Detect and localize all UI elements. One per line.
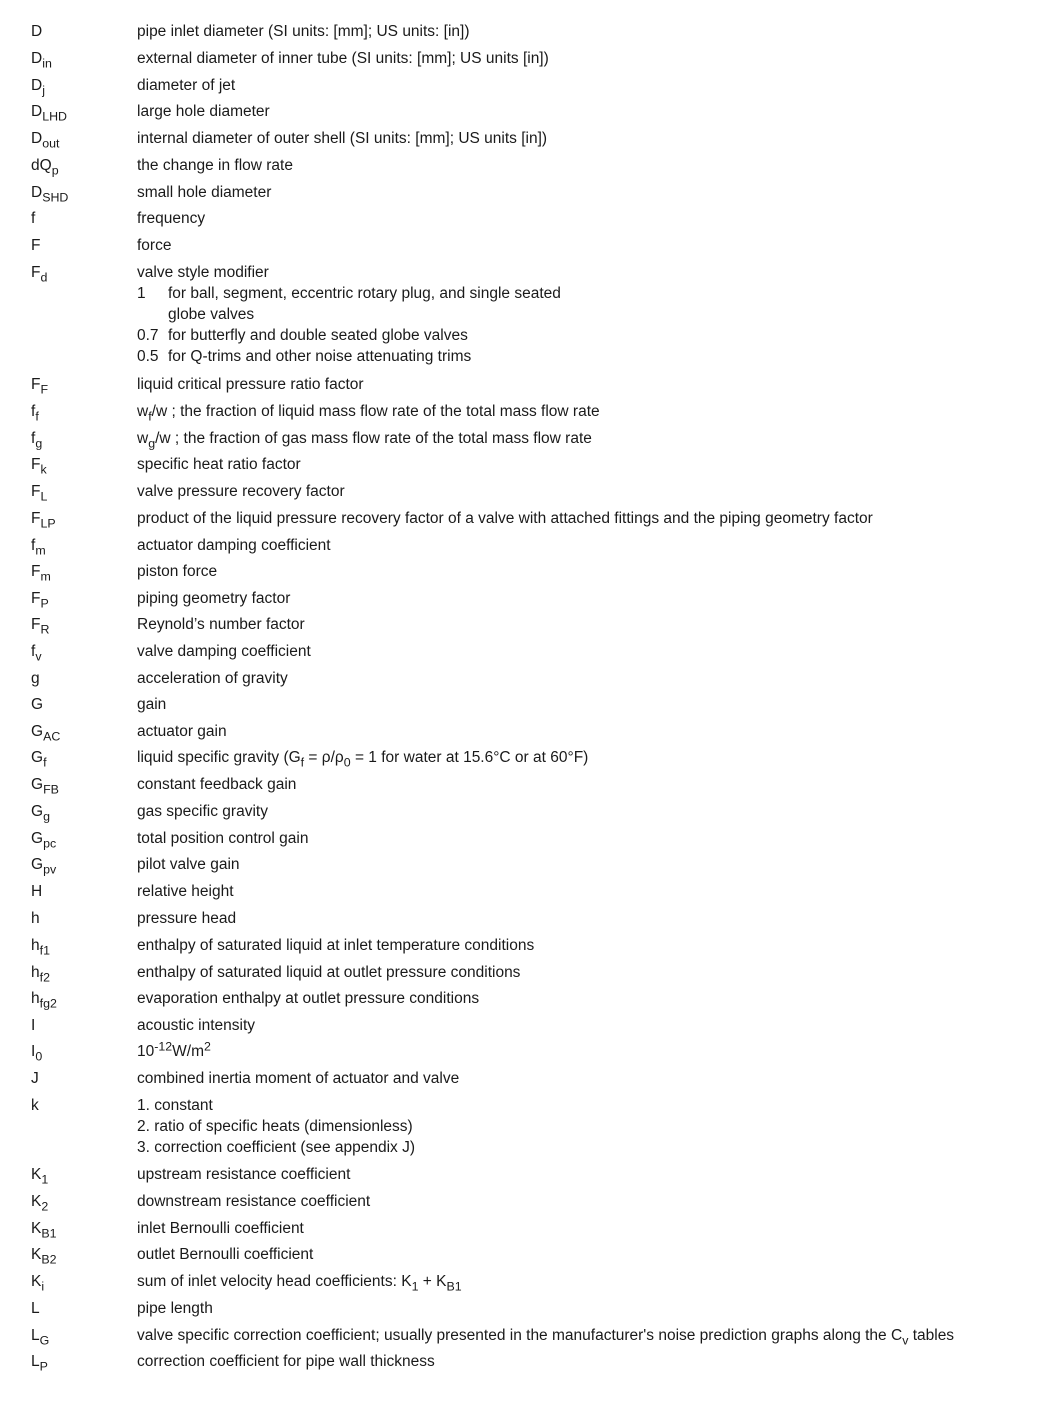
symbol xyxy=(31,21,42,42)
symbol xyxy=(31,774,59,795)
definition-line xyxy=(137,1298,1027,1319)
text-run: actuator gain xyxy=(137,723,227,740)
symbol xyxy=(31,262,47,283)
symbol xyxy=(31,935,50,956)
subscript: 1 xyxy=(41,1172,49,1187)
text-run: valve damping coefficient xyxy=(137,643,311,660)
symbol xyxy=(31,614,49,635)
text-run: G xyxy=(31,696,44,713)
subscript: 0 xyxy=(343,755,351,770)
text-run: diameter of jet xyxy=(137,77,236,94)
definition-line xyxy=(137,668,1027,689)
definition xyxy=(137,1271,1027,1292)
text-run: D xyxy=(31,103,43,120)
symbol xyxy=(31,641,42,662)
symbol xyxy=(31,828,56,849)
subscript: g xyxy=(148,436,156,451)
text-run: G xyxy=(31,723,44,740)
text-run: g xyxy=(31,670,40,687)
subscript: pv xyxy=(43,862,57,877)
definition-line xyxy=(137,988,1027,1009)
definition xyxy=(137,1298,1027,1319)
symbol xyxy=(31,694,43,715)
definition xyxy=(137,481,1027,502)
definition-line xyxy=(137,1351,1027,1372)
text-run: F xyxy=(31,376,41,393)
text-run: evaporation enthalpy at outlet pressure conditions xyxy=(137,990,480,1007)
text-run: I xyxy=(31,1043,36,1060)
definition-line xyxy=(137,1015,1027,1036)
definition xyxy=(137,801,1027,822)
text-run: relative height xyxy=(137,883,234,900)
symbol xyxy=(31,1191,48,1212)
text-run: piping geometry factor xyxy=(137,590,291,607)
symbol xyxy=(31,1298,40,1319)
symbol xyxy=(31,401,39,422)
subscript: F xyxy=(40,382,49,397)
definition-line xyxy=(137,908,1027,929)
text-run: upstream resistance coefficient xyxy=(137,1166,351,1183)
subscript: P xyxy=(39,1359,48,1374)
definition xyxy=(137,374,1027,395)
subscript: 2 xyxy=(41,1199,49,1214)
definition-line xyxy=(137,235,1027,256)
text-run: enthalpy of saturated liquid at inlet temperature conditions xyxy=(137,937,535,954)
text-run: G xyxy=(31,749,44,766)
text-run: external diameter of inner tube (SI units: [mm]; US units [in]) xyxy=(137,50,549,67)
subscript: p xyxy=(51,163,59,178)
definition-line xyxy=(137,881,1027,902)
text-run: h xyxy=(31,910,40,927)
symbol xyxy=(31,908,40,929)
definition xyxy=(137,828,1027,849)
definition xyxy=(137,182,1027,203)
symbol xyxy=(31,1068,39,1089)
symbol xyxy=(31,668,40,689)
symbol xyxy=(31,721,60,742)
text-run: F xyxy=(31,563,41,580)
text-run: gain xyxy=(137,696,167,713)
definition xyxy=(137,694,1027,715)
text-run: 10 xyxy=(137,1043,155,1060)
definition-line xyxy=(137,561,1027,582)
definition xyxy=(137,747,1027,768)
symbol xyxy=(31,588,49,609)
subscript: m xyxy=(40,569,51,584)
symbol xyxy=(31,155,59,176)
definition-line xyxy=(137,75,1027,96)
text-run: w xyxy=(137,403,149,420)
text-run: valve specific correction coefficient; usually presented in the manufacturer's noise prediction graphs along the C xyxy=(137,1327,903,1344)
text-run: combined inertia moment of actuator and valve xyxy=(137,1070,460,1087)
subscript: v xyxy=(902,1333,909,1348)
definition xyxy=(137,1041,1027,1062)
definition-line xyxy=(137,721,1027,742)
definition-line xyxy=(137,1218,1027,1239)
definition-line xyxy=(137,641,1027,662)
text-run: 1. constant xyxy=(137,1097,213,1114)
subscript: 1 xyxy=(411,1279,419,1294)
definition-line xyxy=(137,1068,1027,1089)
symbol xyxy=(31,128,59,149)
text-run: F xyxy=(31,483,41,500)
text-run: f xyxy=(31,643,36,660)
text-run: downstream resistance coefficient xyxy=(137,1193,371,1210)
definition xyxy=(137,881,1027,902)
definition-line xyxy=(137,182,1027,203)
text-run: L xyxy=(31,1327,40,1344)
definition xyxy=(137,101,1027,122)
text-run: /w ; the fraction of gas mass flow rate of the total mass flow rate xyxy=(155,430,592,447)
definition-line xyxy=(137,48,1027,69)
symbol xyxy=(31,1164,48,1185)
subscript: FB xyxy=(43,782,59,797)
definition-line xyxy=(137,401,1027,422)
definition-line xyxy=(137,208,1027,229)
symbol xyxy=(31,374,48,395)
text-run: force xyxy=(137,237,172,254)
symbol xyxy=(31,1041,42,1062)
text-run: actuator damping coefficient xyxy=(137,537,331,554)
definition xyxy=(137,75,1027,96)
subscript: LP xyxy=(40,516,56,531)
text-run: f xyxy=(31,210,36,227)
definition xyxy=(137,1015,1027,1036)
text-run: D xyxy=(31,184,43,201)
text-run: h xyxy=(31,990,40,1007)
subscript: f xyxy=(43,755,47,770)
definition xyxy=(137,208,1027,229)
symbol xyxy=(31,854,56,875)
text-run: I xyxy=(31,1017,36,1034)
definition xyxy=(137,1191,1027,1212)
text-run: inlet Bernoulli coefficient xyxy=(137,1220,304,1237)
definition xyxy=(137,588,1027,609)
list-item-number: 1 xyxy=(137,285,146,302)
text-run: f xyxy=(31,430,36,447)
text-run: internal diameter of outer shell (SI units: [mm]; US units [in]) xyxy=(137,130,548,147)
definition xyxy=(137,774,1027,795)
text-run: = 1 for water at 15.6°C or at 60°F) xyxy=(350,749,589,766)
definition-line xyxy=(137,535,1027,556)
text-run: large hole diameter xyxy=(137,103,270,120)
symbol xyxy=(31,1095,39,1116)
symbol xyxy=(31,182,68,203)
symbol xyxy=(31,208,35,229)
definition-line: 2. ratio of specific heats (dimensionless) xyxy=(137,1118,413,1135)
definition-line xyxy=(137,694,1027,715)
definition-list-item xyxy=(137,304,1027,325)
definition xyxy=(137,48,1027,69)
subscript: out xyxy=(42,136,60,151)
definition xyxy=(137,21,1027,42)
definition-line xyxy=(137,1095,1027,1116)
superscript: 2 xyxy=(204,1039,211,1054)
text-run: the change in flow rate xyxy=(137,157,293,174)
symbol xyxy=(31,881,42,902)
symbol xyxy=(31,962,50,983)
definition-line xyxy=(137,21,1027,42)
symbol xyxy=(31,508,56,529)
symbol xyxy=(31,235,40,256)
symbol xyxy=(31,801,50,822)
text-run: D xyxy=(31,130,43,147)
definition xyxy=(137,614,1027,635)
definition-line: 3. correction coefficient (see appendix J) xyxy=(137,1139,416,1156)
definition-line xyxy=(137,962,1027,983)
definition-line xyxy=(137,1041,1027,1062)
text-run: valve pressure recovery factor xyxy=(137,483,345,500)
definition-line xyxy=(137,801,1027,822)
text-run: total position control gain xyxy=(137,830,309,847)
text-run: h xyxy=(31,964,40,981)
text-run: G xyxy=(31,830,44,847)
text-run: frequency xyxy=(137,210,206,227)
text-run: G xyxy=(31,803,44,820)
definition-line xyxy=(137,428,1027,449)
definition-line xyxy=(137,854,1027,875)
text-run: pipe inlet diameter (SI units: [mm]; US units: [in]) xyxy=(137,23,470,40)
text-run: f xyxy=(31,537,36,554)
definition xyxy=(137,641,1027,662)
list-item-text: for butterfly and double seated globe valves xyxy=(168,327,468,344)
subscript: j xyxy=(42,83,45,98)
subscript: L xyxy=(40,489,48,504)
text-run: liquid specific gravity (G xyxy=(137,749,301,766)
definition xyxy=(137,1164,1027,1185)
subscript: LHD xyxy=(42,109,67,124)
text-run: F xyxy=(31,616,41,633)
definition xyxy=(137,1218,1027,1239)
subscript: G xyxy=(39,1333,50,1348)
text-run: gas specific gravity xyxy=(137,803,268,820)
symbol xyxy=(31,561,51,582)
text-run: correction coefficient for pipe wall thickness xyxy=(137,1353,435,1370)
definition-line xyxy=(137,935,1027,956)
definition xyxy=(137,854,1027,875)
text-run: specific heat ratio factor xyxy=(137,456,301,473)
text-run: acceleration of gravity xyxy=(137,670,288,687)
text-run: h xyxy=(31,937,40,954)
definition-list-item xyxy=(137,346,1027,367)
definition-list-item xyxy=(137,325,1027,346)
definition xyxy=(137,508,1027,529)
subscript: v xyxy=(35,649,42,664)
definition-line xyxy=(137,747,1027,768)
definition xyxy=(137,262,1027,367)
text-run: L xyxy=(31,1300,40,1317)
subscript: f1 xyxy=(39,943,50,958)
symbol xyxy=(31,1271,44,1292)
definition-line xyxy=(137,128,1027,149)
list-item-number: 0.5 xyxy=(137,348,159,365)
text-run: valve style modifier xyxy=(137,264,269,281)
symbol xyxy=(31,454,47,475)
subscript: B1 xyxy=(41,1226,57,1241)
definition xyxy=(137,155,1027,176)
text-run: pilot valve gain xyxy=(137,856,240,873)
definition-line xyxy=(137,374,1027,395)
text-run: enthalpy of saturated liquid at outlet pressure conditions xyxy=(137,964,521,981)
text-run: pressure head xyxy=(137,910,237,927)
definition xyxy=(137,1095,1027,1158)
definition-list-item xyxy=(137,283,1027,304)
text-run: F xyxy=(31,456,41,473)
definition xyxy=(137,535,1027,556)
definition-line xyxy=(137,774,1027,795)
text-run: H xyxy=(31,883,43,900)
definition-line xyxy=(137,1325,1027,1346)
list-item-text: for Q-trims and other noise attenuating trims xyxy=(168,348,472,365)
subscript: B1 xyxy=(446,1279,462,1294)
symbol xyxy=(31,747,47,768)
definition xyxy=(137,428,1027,449)
text-run: sum of inlet velocity head coefficients: K xyxy=(137,1273,412,1290)
text-run: W/m xyxy=(172,1043,205,1060)
definition xyxy=(137,128,1027,149)
text-run: J xyxy=(31,1070,39,1087)
subscript: g xyxy=(35,436,43,451)
superscript: -12 xyxy=(154,1039,173,1054)
definition xyxy=(137,561,1027,582)
text-run: D xyxy=(31,77,43,94)
definition-line xyxy=(137,1191,1027,1212)
definition-line xyxy=(137,588,1027,609)
text-run: D xyxy=(31,50,43,67)
text-run: D xyxy=(31,23,43,40)
symbol xyxy=(31,1325,49,1346)
subscript: B2 xyxy=(41,1252,57,1267)
subscript: i xyxy=(41,1279,45,1294)
text-run: product of the liquid pressure recovery factor of a valve with attached fittings and the piping geometry factor xyxy=(137,510,873,527)
text-run: /w ; the fraction of liquid mass flow rate of the total mass flow rate xyxy=(151,403,600,420)
text-run: = ρ/ρ xyxy=(304,749,344,766)
symbol xyxy=(31,48,52,69)
text-run: pipe length xyxy=(137,1300,213,1317)
definition xyxy=(137,401,1027,422)
definition xyxy=(137,988,1027,1009)
definition xyxy=(137,235,1027,256)
list-item-text: for ball, segment, eccentric rotary plug, and single seated xyxy=(168,285,561,302)
definition-line xyxy=(137,155,1027,176)
definition-line xyxy=(137,614,1027,635)
definition-line xyxy=(137,101,1027,122)
subscript: f2 xyxy=(39,970,50,985)
text-run: tables xyxy=(908,1327,955,1344)
symbol xyxy=(31,1218,57,1239)
definition xyxy=(137,668,1027,689)
symbol xyxy=(31,75,45,96)
symbol xyxy=(31,428,42,449)
definition-line xyxy=(137,508,1027,529)
subscript: f xyxy=(35,409,39,424)
definition-line xyxy=(137,1244,1027,1265)
definition-line xyxy=(137,262,1027,283)
text-run: small hole diameter xyxy=(137,184,272,201)
list-item-number: 0.7 xyxy=(137,327,159,344)
subscript: 0 xyxy=(35,1049,43,1064)
symbol xyxy=(31,988,57,1009)
text-run: L xyxy=(31,1353,40,1370)
text-run: dQ xyxy=(31,157,52,174)
symbol xyxy=(31,1015,35,1036)
text-run: G xyxy=(31,776,44,793)
list-item-text: globe valves xyxy=(168,306,255,323)
text-run: w xyxy=(137,430,149,447)
definition xyxy=(137,908,1027,929)
text-run: K xyxy=(31,1246,42,1263)
definition-line xyxy=(137,1271,1027,1292)
text-run: F xyxy=(31,237,41,254)
symbol xyxy=(31,1351,48,1372)
text-run: K xyxy=(31,1273,42,1290)
text-run: F xyxy=(31,264,41,281)
definition-line xyxy=(137,828,1027,849)
definition xyxy=(137,1351,1027,1372)
subscript: f xyxy=(300,755,305,770)
definition-line xyxy=(137,454,1027,475)
definition-line xyxy=(137,1164,1027,1185)
subscript: R xyxy=(40,622,50,637)
text-run: K xyxy=(31,1193,42,1210)
definition xyxy=(137,721,1027,742)
text-run: k xyxy=(31,1097,39,1114)
text-run: + K xyxy=(418,1273,447,1290)
subscript: m xyxy=(35,543,46,558)
subscript: pc xyxy=(43,836,57,851)
text-run: f xyxy=(31,403,36,420)
definition xyxy=(137,1244,1027,1265)
subscript: g xyxy=(43,809,50,824)
text-run: Reynold’s number factor xyxy=(137,616,305,633)
text-run: K xyxy=(31,1220,42,1237)
text-run: G xyxy=(31,856,44,873)
symbol xyxy=(31,481,47,502)
text-run: F xyxy=(31,510,41,527)
definition xyxy=(137,1068,1027,1089)
subscript: in xyxy=(42,56,52,71)
definition-line xyxy=(137,481,1027,502)
text-run: K xyxy=(31,1166,42,1183)
subscript: fg2 xyxy=(39,996,57,1011)
subscript: f xyxy=(148,409,152,424)
text-run: constant feedback gain xyxy=(137,776,297,793)
subscript: AC xyxy=(43,729,61,744)
symbol xyxy=(31,535,46,556)
symbol xyxy=(31,1244,57,1265)
subscript: d xyxy=(40,270,48,285)
subscript: P xyxy=(40,596,49,611)
definition xyxy=(137,1325,1027,1346)
symbol xyxy=(31,101,67,122)
definition xyxy=(137,962,1027,983)
text-run: liquid critical pressure ratio factor xyxy=(137,376,364,393)
text-run: acoustic intensity xyxy=(137,1017,256,1034)
subscript: k xyxy=(40,462,47,477)
definition xyxy=(137,454,1027,475)
text-run: piston force xyxy=(137,563,218,580)
text-run: outlet Bernoulli coefficient xyxy=(137,1246,314,1263)
definition xyxy=(137,935,1027,956)
subscript: SHD xyxy=(42,190,69,205)
text-run: F xyxy=(31,590,41,607)
